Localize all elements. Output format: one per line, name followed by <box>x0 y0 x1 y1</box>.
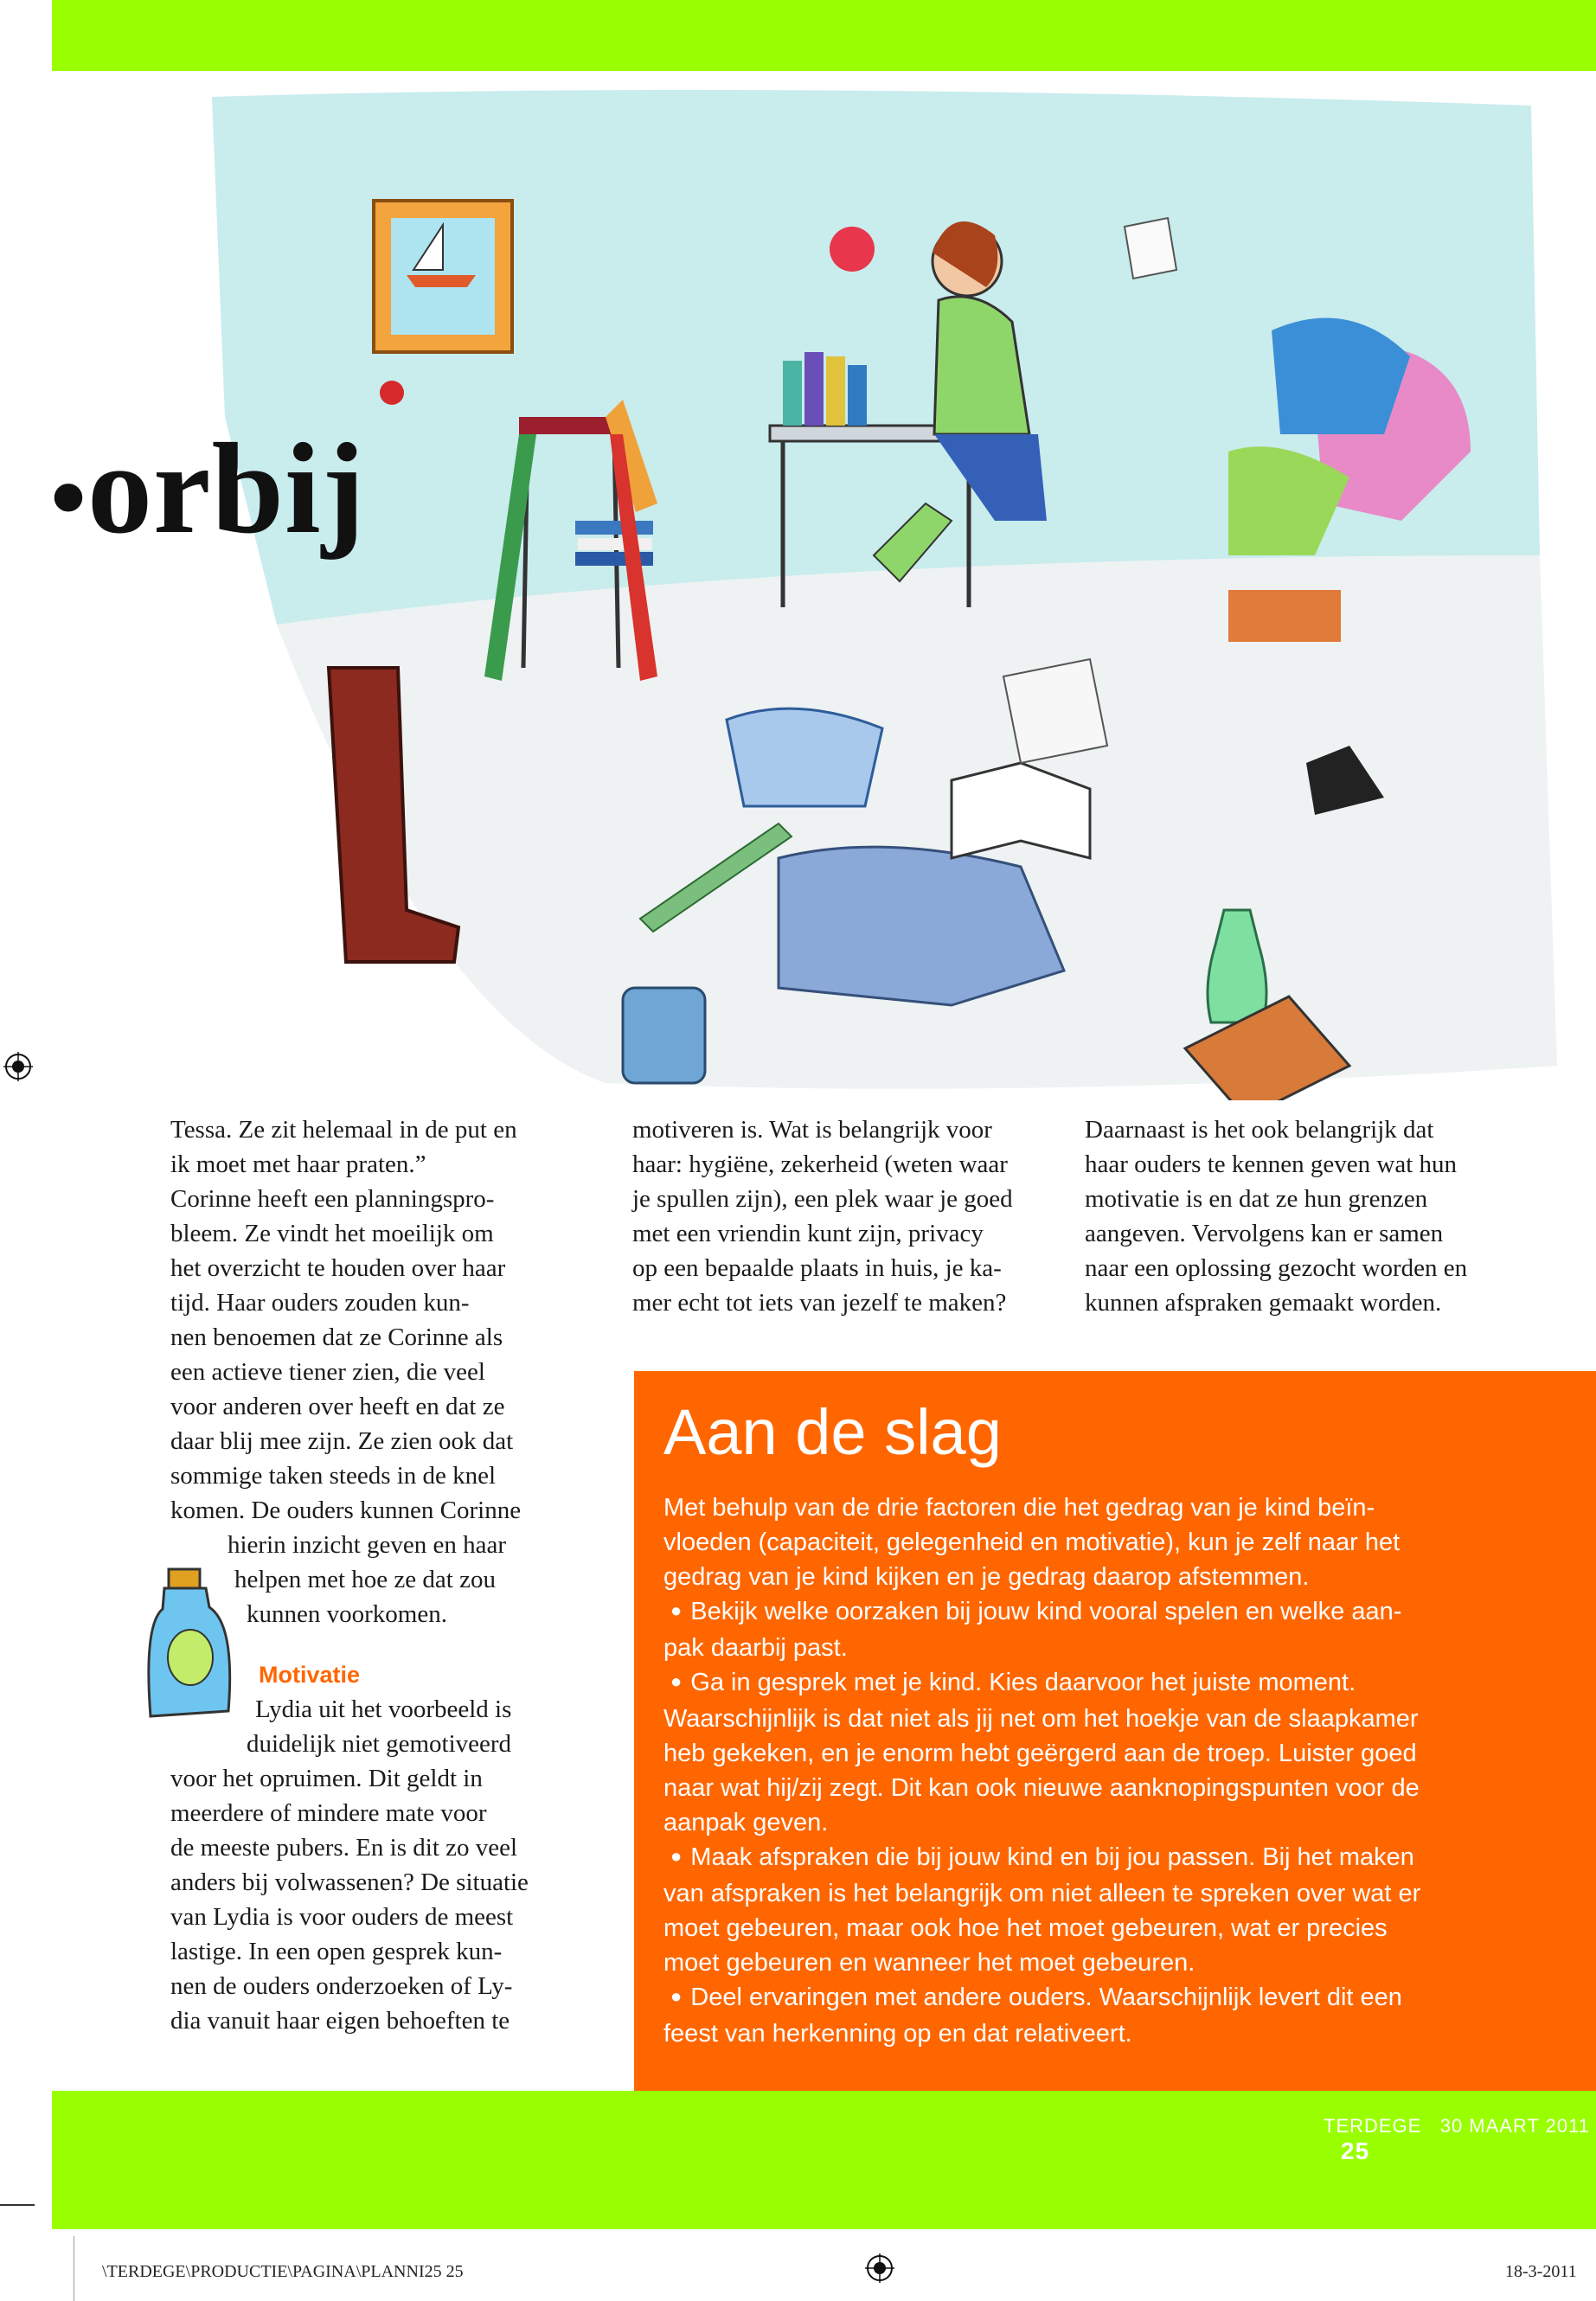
box-line: heb gekeken, en je enorm hebt geërgerd aan de troep. Luister goed <box>663 1740 1417 1767</box>
box-line: Met behulp van de drie factoren die het gedrag van je kind beïn- <box>663 1494 1375 1522</box>
tip-box <box>634 1371 1596 2091</box>
body-line: dia vanuit haar eigen behoeften te <box>170 2007 510 2035</box>
body-line: je spullen zijn), een plek waar je goed <box>632 1185 1013 1213</box>
issue-date: 30 MAART 2011 <box>1439 2115 1590 2137</box>
body-line: de meeste pubers. En is dit zo veel <box>170 1834 518 1862</box>
body-line: komen. De ouders kunnen Corinne <box>170 1497 522 1524</box>
body-line: haar: hygiëne, zekerheid (weten waar <box>632 1150 1008 1178</box>
body-line: het overzicht te houden over haar <box>170 1254 506 1282</box>
lotion-bottle-icon <box>138 1564 242 1720</box>
body-line: anders bij volwassenen? De situatie <box>170 1868 529 1896</box>
box-line: moet gebeuren en wanneer het moet gebeuren. <box>663 1949 1195 1977</box>
body-line: hierin inzicht geven en haar <box>228 1531 507 1559</box>
registration-mark-icon <box>865 2253 894 2283</box>
crop-mark-line <box>0 2204 35 2206</box>
tip-bullet: ● Bekijk welke oorzaken bij jouw kind vooral spelen en welke aan- <box>663 1594 1546 1631</box>
page-number: 25 <box>1341 2138 1370 2164</box>
body-line: een actieve tiener zien, die veel <box>170 1358 485 1386</box>
box-line: naar wat hij/zij zegt. Dit kan ook nieuwe aanknopingspunten voor de <box>663 1774 1420 1802</box>
body-line: nen de ouders onderzoeken of Ly- <box>170 1972 513 2000</box>
print-slug-date: 18-3-2011 <box>1505 2262 1577 2281</box>
body-line: helpen met hoe ze dat zou <box>234 1566 496 1593</box>
box-line: feest van herkenning op en dat relativeert. <box>663 2020 1132 2048</box>
section-subheading-motivatie: Motivatie <box>259 1662 361 1688</box>
body-line: tijd. Haar ouders zouden kun- <box>170 1289 470 1317</box>
box-line: Waarschijnlijk is dat niet als jij net om het hoekje van de slaapkamer <box>663 1705 1419 1733</box>
box-line: van afspraken is het belangrijk om niet alleen te spreken over wat er <box>663 1880 1421 1907</box>
top-color-band <box>52 0 1596 71</box>
article-column-2 <box>632 1112 1056 1320</box>
tip-bullet: ● Deel ervaringen met andere ouders. Waarschijnlijk levert dit een <box>663 1980 1546 2016</box>
body-line: lastige. In een open gesprek kun- <box>170 1938 503 1965</box>
bedroom-illustration <box>0 71 1596 1100</box>
tip-bullet: ● Maak afspraken die bij jouw kind en bij jou passen. Bij het maken <box>663 1840 1546 1876</box>
body-line: mer echt tot iets van jezelf te maken? <box>632 1289 1007 1317</box>
body-line: aangeven. Vervolgens kan er samen <box>1085 1220 1444 1247</box>
tip-bullet: ● Ga in gesprek met je kind. Kies daarvoor het juiste moment. <box>663 1665 1546 1702</box>
box-line: moet gebeuren, maar ook hoe het moet gebeuren, wat er precies <box>663 1914 1388 1942</box>
magazine-name: TERDEGE <box>1324 2115 1422 2137</box>
body-line: motiveren is. Wat is belangrijk voor <box>632 1116 992 1144</box>
body-line: Lydia uit het voorbeeld is <box>255 1695 512 1723</box>
body-line: voor anderen over heeft en dat ze <box>170 1393 505 1420</box>
body-line: sommige taken steeds in de knel <box>170 1462 497 1490</box>
body-line: daar blij mee zijn. Ze zien ook dat <box>170 1427 514 1455</box>
body-line: motivatie is en dat ze hun grenzen <box>1085 1185 1428 1213</box>
body-line: van Lydia is voor ouders de meest <box>170 1903 514 1931</box>
box-line: gedrag van je kind kijken en je gedrag daarop afstemmen. <box>663 1563 1310 1591</box>
body-line: ik moet met haar praten.” <box>170 1150 426 1178</box>
box-line: aanpak geven. <box>663 1809 829 1836</box>
body-line: haar ouders te kennen geven wat hun <box>1085 1150 1458 1178</box>
body-line: met een vriendin kunt zijn, privacy <box>632 1220 984 1247</box>
tip-box-title: Aan de slag <box>663 1396 1002 1468</box>
body-line: Daarnaast is het ook belangrijk dat <box>1085 1116 1434 1144</box>
body-line: duidelijk niet gemotiveerd <box>247 1730 512 1758</box>
body-line: bleem. Ze vindt het moeilijk om <box>170 1220 494 1247</box>
magazine-footer <box>1324 2115 1596 2165</box>
tip-box-body <box>663 1490 1546 2051</box>
body-line: kunnen afspraken gemaakt worden. <box>1085 1289 1442 1317</box>
body-line: meerdere of mindere mate voor <box>170 1799 487 1827</box>
body-line: nen benoemen dat ze Corinne als <box>170 1324 503 1351</box>
body-line: voor het opruimen. Dit geldt in <box>170 1765 483 1792</box>
body-line: kunnen voorkomen. <box>247 1600 447 1628</box>
article-column-3 <box>1085 1112 1535 1320</box>
print-slug-path: \TERDEGE\PRODUCTIE\PAGINA\PLANNI25 25 <box>102 2262 464 2281</box>
body-line: Corinne heeft een planningspro- <box>170 1185 495 1213</box>
body-line: naar een oplossing gezocht worden en <box>1085 1254 1468 1282</box>
body-line: op een bepaalde plaats in huis, je ka- <box>632 1254 1002 1282</box>
box-line: vloeden (capaciteit, gelegenheid en motivatie), kun je zelf naar het <box>663 1529 1401 1556</box>
page-headline-fragment: •orbij <box>50 417 366 561</box>
body-line: Tessa. Ze zit helemaal in de put en <box>170 1116 517 1144</box>
registration-mark-icon <box>3 1052 33 1081</box>
box-line: pak daarbij past. <box>663 1634 848 1662</box>
headline-text: orbij <box>87 417 366 561</box>
